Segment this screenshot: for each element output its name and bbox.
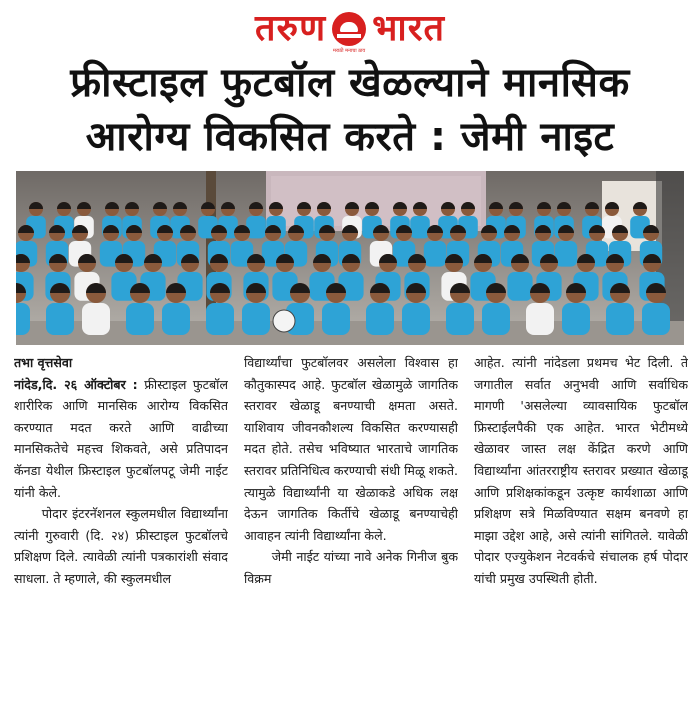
paragraph: विद्यार्थ्यांचा फुटबॉलवर असलेला विश्वास हा कौतुकास्पद आहे. फुटबॉल खेळामुळे जागतिक स्तरावर खेळाडू बनण्याची क्षमता असते. याशिवाय जीवनकौशल्य विकसित करण्यासही मदत होते. तसेच भविष्यात भारताचे जागतिक स्तरावर प्रतिनिधित्व करण्याची संधी मिळू शकते. त्यामुळे विद्यार्थ्यांनी या खेळाकडे अधिक लक्ष देऊन जागतिक किर्तीचे खेळाडू बनण्याचेही आवाहन त्यांनी विद्यार्थ्यांना केले.: [244, 355, 458, 543]
byline: तभा वृत्तसेवा: [14, 355, 73, 370]
masthead-name-right: भारत: [372, 8, 445, 49]
headline-line-2: आरोग्य विकसित करते : जेमी नाइट: [85, 114, 615, 160]
masthead: [0, 4, 700, 54]
masthead-logo-icon: [332, 12, 366, 54]
article-column-1: [14, 352, 228, 712]
dateline: नांदेड,दि. २६ ऑक्टोबर :: [14, 376, 138, 392]
paragraph: पोदार इंटरनॅशनल स्कुलमधील विद्यार्थ्यांना त्यांनी गुरुवारी (दि. २४) फ्रीस्टाइल फुटबॉलचे प्रशिक्षण दिले. त्यावेळी त्यांनी पत्रकारांशी संवाद साधला. ते म्हणाले, की स्कुलमधील: [14, 506, 228, 586]
group-photo: [16, 171, 684, 345]
paragraph: फ्रीस्टाइल फुटबॉल शारीरिक आणि मानसिक आरोग्य विकसित करण्यात मदत करते आणि वाढीच्या मानसिकतेचे महत्त्व शिकवते, असे प्रतिपादन कॅनडा येथील फ्रिस्टाइल फुटबॉलपटू जेमी नाईट यांनी केले.: [14, 376, 228, 500]
article-column-3: [474, 352, 688, 712]
masthead-logo-tagline: मराठी मनाचा ठाव: [332, 48, 366, 54]
group-photo-illustration: [16, 171, 684, 345]
masthead-name-left: तरुण: [255, 8, 327, 49]
article-body: [14, 352, 688, 712]
headline: [8, 56, 692, 164]
headline-line-1: फ्रीस्टाइल फुटबॉल खेळल्याने मानसिक: [70, 60, 630, 106]
paragraph: जेमी नाईट यांच्या नावे अनेक गिनीज बुक विक्रम: [244, 549, 458, 586]
article-column-2: [244, 352, 458, 712]
paragraph: आहेत. त्यांनी नांदेडला प्रथमच भेट दिली. ते जगातील सर्वात अनुभवी आणि सर्वाधिक मागणी 'असलेल्या व्यावसायिक फुटबॉल फ्रिस्टाईलपैकी एक आहेत. भारत भेटीमध्ये खेळावर जास्त लक्ष केंद्रित करणे आणि विद्यार्थ्यांना आंतरराष्ट्रीय स्तरावर प्रख्यात खेळाडू आणि प्रशिक्षकांकडून उत्कृष्ट कार्यशाळा आणि प्रशिक्षण सत्रे मिळविण्यात सक्षम बनवणे हा माझा उद्देश आहे, असे त्यांनी सांगितले. यावेळी पोदार एज्युकेशन नेटवर्कचे संचालक हर्ष पोदार यांची प्रमुख उपस्थिती होती.: [474, 355, 688, 586]
